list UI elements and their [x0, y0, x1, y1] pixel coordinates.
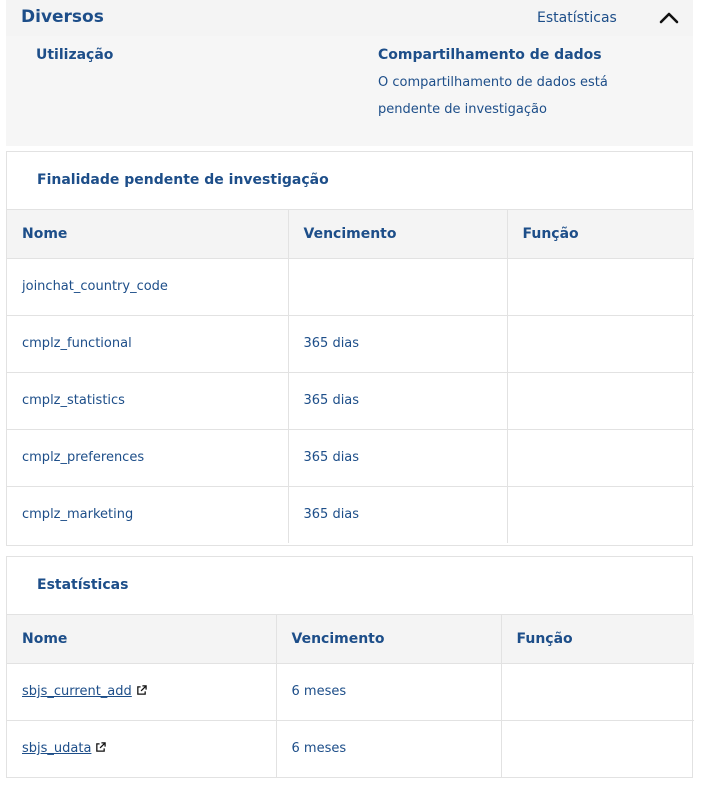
cookie-expiry — [288, 258, 507, 315]
table-row — [7, 429, 694, 486]
cookie-name: joinchat_country_code — [7, 258, 288, 315]
data-sharing-text: O compartilhamento de dados está pendente de investigação — [378, 75, 608, 117]
cookie-name: cmplz_preferences — [7, 429, 288, 486]
column-header-function: Função — [501, 615, 694, 663]
statistics-card — [6, 556, 693, 778]
category-info — [6, 36, 693, 146]
cookie-expiry: 365 dias — [288, 486, 507, 543]
cookie-function — [507, 258, 694, 315]
table-header-row — [7, 210, 694, 258]
data-sharing-title: Compartilhamento de dados — [378, 47, 602, 63]
cookie-name-cell — [7, 720, 276, 777]
column-header-expiry: Vencimento — [288, 210, 507, 258]
cookie-function — [507, 429, 694, 486]
cookie-name-link[interactable]: sbjs_udata — [22, 741, 92, 757]
table-row — [7, 315, 694, 372]
data-sharing — [378, 47, 668, 123]
cookie-table — [7, 210, 694, 543]
cookie-name-link[interactable]: sbjs_current_add — [22, 684, 132, 699]
cookie-expiry: 365 dias — [288, 315, 507, 372]
table-row — [7, 486, 694, 543]
category-header[interactable] — [6, 0, 693, 36]
cookie-name: cmplz_statistics — [7, 372, 288, 429]
column-header-expiry: Vencimento — [276, 615, 501, 663]
cookie-expiry: 6 meses — [276, 663, 501, 720]
cookie-function — [501, 663, 694, 720]
table-row — [7, 720, 694, 777]
statistics-link[interactable]: Estatísticas — [537, 10, 617, 26]
cookie-expiry: 365 dias — [288, 429, 507, 486]
cookie-name: cmplz_marketing — [7, 486, 288, 543]
cookie-function — [507, 315, 694, 372]
cookie-function — [507, 372, 694, 429]
column-header-name: Nome — [7, 210, 288, 258]
cookie-function — [501, 720, 694, 777]
cookie-expiry: 365 dias — [288, 372, 507, 429]
external-link-icon[interactable] — [136, 685, 147, 696]
pending-purpose-card — [6, 151, 693, 546]
column-header-name: Nome — [7, 615, 276, 663]
table-header-row — [7, 615, 694, 663]
table-row — [7, 372, 694, 429]
column-header-function: Função — [507, 210, 694, 258]
table-row — [7, 258, 694, 315]
usage-label: Utilização — [36, 47, 114, 63]
cookie-table — [7, 615, 694, 777]
table-row — [7, 663, 694, 720]
chevron-up-icon[interactable] — [657, 6, 681, 28]
cookie-name-cell — [7, 663, 276, 720]
category-title: Diversos — [21, 7, 104, 27]
cookie-function — [507, 486, 694, 543]
cookie-name: cmplz_functional — [7, 315, 288, 372]
cookie-expiry: 6 meses — [276, 720, 501, 777]
external-link-icon[interactable] — [95, 742, 106, 753]
pending-purpose-title: Finalidade pendente de investigação — [7, 152, 692, 210]
statistics-title: Estatísticas — [7, 557, 692, 615]
